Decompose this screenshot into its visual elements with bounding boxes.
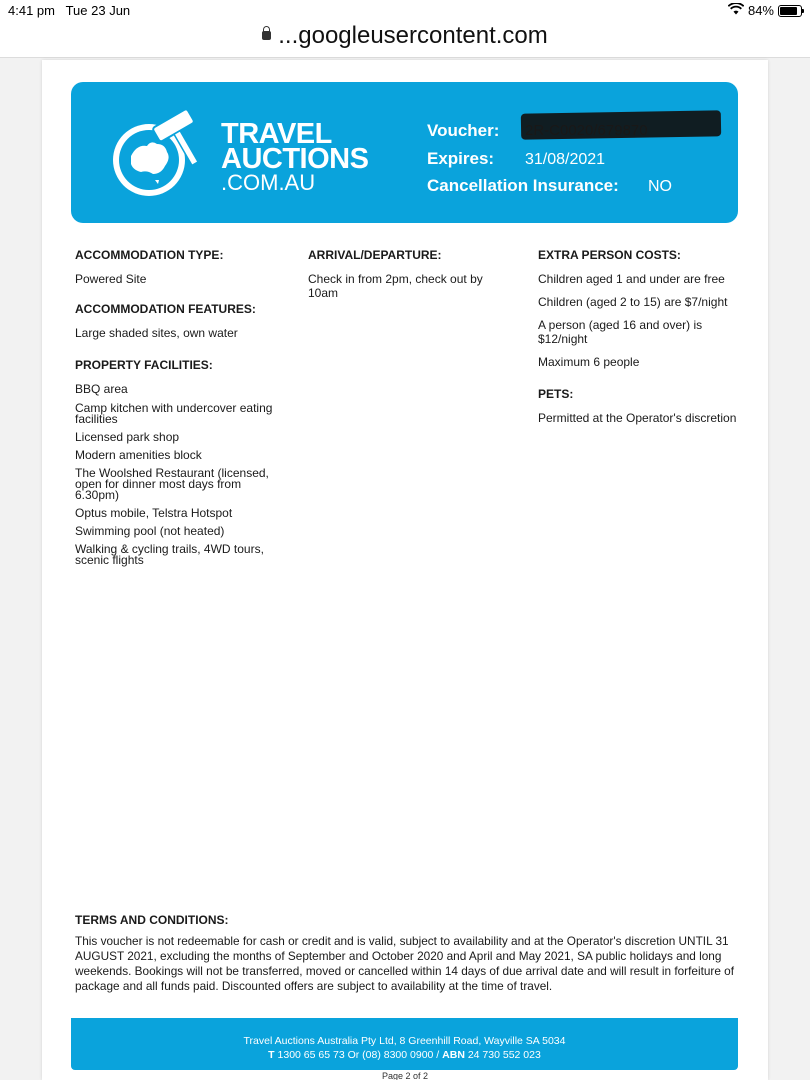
expires-value: 31/08/2021 <box>525 151 606 168</box>
list-item: Children (aged 2 to 15) are $7/night <box>538 295 728 309</box>
facilities-list <box>75 382 275 566</box>
status-time: 4:41 pm <box>8 3 55 18</box>
phone-label: T <box>268 1049 275 1061</box>
list-item: A person (aged 16 and over) is $12/night <box>538 318 703 346</box>
right-column <box>538 248 738 429</box>
list-item: Camp kitchen with undercover eating facilities <box>75 401 273 426</box>
brand-wordmark <box>221 118 369 195</box>
footer-contact <box>71 1048 738 1062</box>
footer-address: Travel Auctions Australia Pty Ltd, 8 Greenhill Road, Wayville SA 5034 <box>243 1035 566 1047</box>
brand-line-2: AUCTIONS <box>221 143 369 175</box>
travel-auctions-logo-icon <box>109 106 217 200</box>
accommodation-features-heading: ACCOMMODATION FEATURES: <box>75 302 256 316</box>
list-item: Walking & cycling trails, 4WD tours, scenic flights <box>75 542 264 567</box>
insurance-label: Cancellation Insurance: <box>427 176 619 195</box>
arrival-departure-value: Check in from 2pm, check out by 10am <box>308 272 483 300</box>
middle-column <box>308 248 503 304</box>
status-right <box>728 3 802 18</box>
pets-value: Permitted at the Operator's discretion <box>538 411 737 425</box>
list-item: BBQ area <box>75 382 128 396</box>
list-item: Licensed park shop <box>75 430 180 444</box>
battery-percent: 84% <box>747 3 774 18</box>
brand-line-3: .COM.AU <box>221 170 316 195</box>
terms-body: This voucher is not redeemable for cash or credit and is valid, subject to availability and at the Operator's discretion UNTIL 31 AUGUST 2021, excluding the months of September and October 2020 and April and May 2021, SA public holidays and long weekends. Bookings will not be transferred, moved or cancelled within 14 days of due arrival date and will result in forfeiture of package and all funds paid. Discounted offers are subject to availability at the time of travel. <box>75 934 735 993</box>
insurance-value: NO <box>648 178 672 195</box>
url-display[interactable] <box>0 22 810 50</box>
accommodation-features-value: Large shaded sites, own water <box>75 326 238 340</box>
extra-person-costs-heading: EXTRA PERSON COSTS: <box>538 248 681 262</box>
arrival-departure-heading: ARRIVAL/DEPARTURE: <box>308 248 442 262</box>
status-time-date <box>8 3 130 18</box>
expires-row <box>427 149 606 169</box>
pets-heading: PETS: <box>538 387 574 401</box>
battery-icon <box>778 5 802 17</box>
accommodation-type-heading: ACCOMMODATION TYPE: <box>75 248 224 262</box>
status-date: Tue 23 Jun <box>65 3 131 18</box>
insurance-row <box>427 176 672 196</box>
voucher-header-banner <box>71 82 738 223</box>
voucher-label: Voucher: <box>427 121 500 140</box>
voucher-row <box>427 121 499 141</box>
list-item: The Woolshed Restaurant (licensed, open for dinner most days from 6.30pm) <box>75 466 269 502</box>
list-item: Maximum 6 people <box>538 355 640 369</box>
phone-value: 1300 65 65 73 Or (08) 8300 0900 / <box>277 1049 440 1061</box>
browser-url-bar[interactable] <box>0 22 810 58</box>
document-footer <box>71 1018 738 1070</box>
terms-section <box>75 913 735 994</box>
list-item: Children aged 1 and under are free <box>538 272 725 286</box>
redaction-mark <box>521 110 721 139</box>
brand-line-1: TRAVEL <box>221 118 332 150</box>
page-number: Page 2 of 2 <box>381 1071 429 1080</box>
accommodation-type-value: Powered Site <box>75 272 147 286</box>
list-item: Optus mobile, Telstra Hotspot <box>75 506 233 520</box>
property-facilities-heading: PROPERTY FACILITIES: <box>75 358 213 372</box>
status-bar <box>0 0 810 22</box>
expires-label: Expires: <box>427 149 495 168</box>
wifi-icon <box>728 3 744 18</box>
abn-value: 24 730 552 023 <box>467 1049 541 1061</box>
lock-icon <box>262 31 271 40</box>
terms-heading: TERMS AND CONDITIONS: <box>75 913 229 927</box>
url-text: ...googleusercontent.com <box>278 22 548 49</box>
abn-label: ABN <box>442 1049 465 1061</box>
list-item: Swimming pool (not heated) <box>75 524 225 538</box>
left-column <box>75 248 275 570</box>
list-item: Modern amenities block <box>75 448 202 462</box>
